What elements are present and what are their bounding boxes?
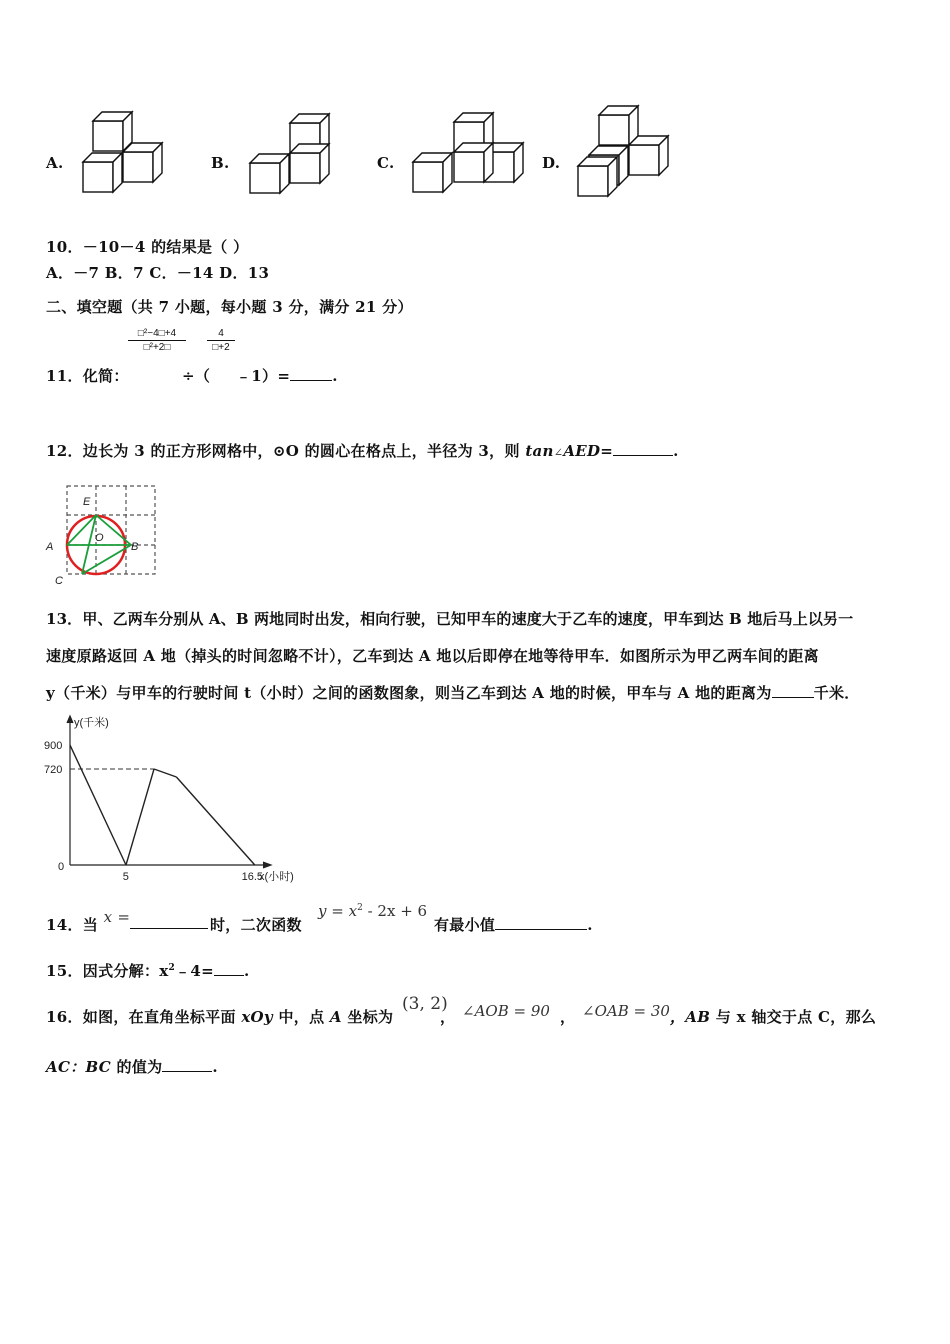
figure-d	[578, 106, 668, 196]
q14-x: x	[348, 902, 358, 920]
q15-square: 2	[168, 963, 176, 973]
q13-chart	[40, 710, 320, 890]
q11-fraction-1	[128, 328, 186, 353]
q15-answer-blank[interactable]	[214, 961, 244, 976]
option-c-label: C.	[377, 154, 395, 172]
q13-answer-blank[interactable]	[772, 683, 814, 698]
q16-tail-group	[670, 1006, 876, 1027]
q12-answer-blank[interactable]	[613, 441, 673, 456]
q16-ab: ，AB	[670, 1008, 711, 1026]
series-segment	[176, 777, 254, 865]
q14-prefix: 14．当	[46, 916, 99, 934]
label-e: E	[83, 496, 91, 508]
series-segment	[70, 745, 126, 865]
q15-prefix: 15．因式分解：x	[46, 962, 169, 980]
q12-text	[46, 440, 679, 461]
q16-coord-text: 坐标为	[347, 1008, 394, 1026]
q11-minus-one	[236, 365, 338, 386]
series-segment	[126, 769, 154, 865]
figure-c	[413, 113, 523, 192]
q14-eq: =	[331, 902, 344, 920]
chart-ylabel: y(千米)	[74, 717, 109, 729]
q12-angle-symbol: ∠	[553, 446, 564, 459]
q16-end: .	[212, 1058, 218, 1076]
q11-frac2-denominator: □+2	[212, 342, 230, 353]
q10-stem: 10．－10－4 的结果是（ ）	[46, 238, 249, 256]
option-b-label: B.	[211, 154, 230, 172]
q14-end: .	[587, 916, 593, 934]
q16-mid: 中，点	[278, 1008, 325, 1026]
q11-prefix: 11．化简：	[46, 367, 129, 385]
q14-x-eq: x =	[103, 908, 131, 926]
label-b: B	[131, 541, 139, 553]
q16-comma1: ，	[440, 1008, 456, 1026]
y-tick-label: 720	[44, 764, 63, 777]
q14-tail: - 2x + 6	[362, 902, 428, 920]
q14-function	[318, 902, 427, 920]
q13-line2: 速度原路返回 A 地（掉头的时间忽略不计），乙车到达 A 地以后即停在地等待甲车．如图所示为甲乙两车间的距离	[46, 647, 819, 665]
q16-tail: 与 x 轴交于点 C，那么	[715, 1008, 877, 1026]
q15-end: .	[244, 962, 250, 980]
y-tick-label: 900	[44, 740, 63, 753]
q11-fraction-2	[207, 328, 235, 353]
x-tick-label: 5	[122, 871, 129, 883]
q13-line3-end: 千米．	[813, 684, 860, 702]
q16-point-a: A	[329, 1008, 342, 1026]
q11-divide: ÷（	[182, 367, 211, 385]
q14-suffix	[434, 914, 593, 935]
q14-square: 2	[357, 903, 363, 913]
q11-minus-one-text: ﹣1）=	[236, 367, 291, 385]
q16-line2-rest: 的值为	[116, 1058, 163, 1076]
q16-comma2: ，	[560, 1008, 576, 1026]
q12-figure	[40, 478, 165, 588]
option-d-label: D.	[542, 154, 561, 172]
q16-xoy: xOy	[241, 1008, 273, 1026]
q16-line2	[46, 1056, 218, 1077]
q14-suffix-text: 有最小值	[434, 916, 496, 934]
q14-answer-blank-1[interactable]	[130, 914, 208, 929]
q14-mid: 时，二次函数	[210, 916, 302, 934]
figure-a	[83, 112, 162, 192]
q13-line1: 13．甲、乙两车分别从 A、B 两地同时出发，相向行驶，已知甲车的速度大于乙车的速度，甲车到达 B 地后马上以另一	[46, 610, 854, 628]
label-o: O	[95, 532, 104, 544]
x-tick-label: 16.5	[241, 871, 264, 883]
q11-frac2-numerator: 4	[207, 328, 235, 341]
y-axis-arrow	[67, 716, 73, 723]
q11-frac1-numerator: □²−4□+4	[128, 328, 186, 341]
q15-rest: ﹣4=	[175, 962, 214, 980]
q14-answer-blank-2[interactable]	[495, 915, 587, 930]
q16-prefix-group	[46, 1006, 393, 1027]
q12-end: .	[673, 442, 679, 460]
label-a: A	[46, 541, 54, 553]
section-heading: 二、填空题（共 7 小题，每小题 3 分，满分 21 分）	[46, 298, 413, 316]
q10-choices: A．－7 B．7 C．－14 D．13	[46, 264, 270, 282]
q12-eq: =	[600, 442, 614, 460]
q16-prefix: 16．如图，在直角坐标平面	[46, 1008, 236, 1026]
q16-angle-oab: ∠OAB = 30	[582, 1002, 670, 1020]
chart-origin: 0	[58, 861, 65, 873]
q16-ac-bc: AC：BC	[46, 1058, 111, 1076]
q16-coord: (3, 2)	[402, 994, 448, 1014]
q12-aed: AED	[563, 442, 601, 460]
q12-prefix: 12．边长为 3 的正方形网格中，⊙O 的圆心在格点上，半径为 3，则	[46, 442, 520, 460]
q16-angle-aob: ∠AOB = 90	[462, 1002, 550, 1020]
series-segment	[154, 769, 176, 777]
figure-b	[250, 114, 329, 193]
q14-text	[46, 906, 131, 934]
q16-answer-blank[interactable]	[162, 1057, 212, 1072]
chart-xlabel: x(小时)	[259, 871, 294, 883]
cube-figures	[0, 100, 700, 200]
q15-text	[46, 960, 250, 981]
option-a-label: A.	[46, 154, 64, 172]
q13-line3-text: y（千米）与甲车的行驶时间 t（小时）之间的函数图象，则当乙车到达 A 地的时候，甲车与 A 地的距离为	[46, 684, 772, 702]
q13-line3	[46, 682, 860, 703]
q11-answer-blank[interactable]	[290, 366, 332, 381]
q12-tan: tan	[525, 442, 554, 460]
q11-end: .	[332, 367, 338, 385]
q14-y: y	[318, 902, 327, 920]
q11-frac1-denominator: □²+2□	[143, 342, 171, 353]
label-c: C	[55, 575, 63, 587]
x-axis-arrow	[263, 862, 271, 868]
